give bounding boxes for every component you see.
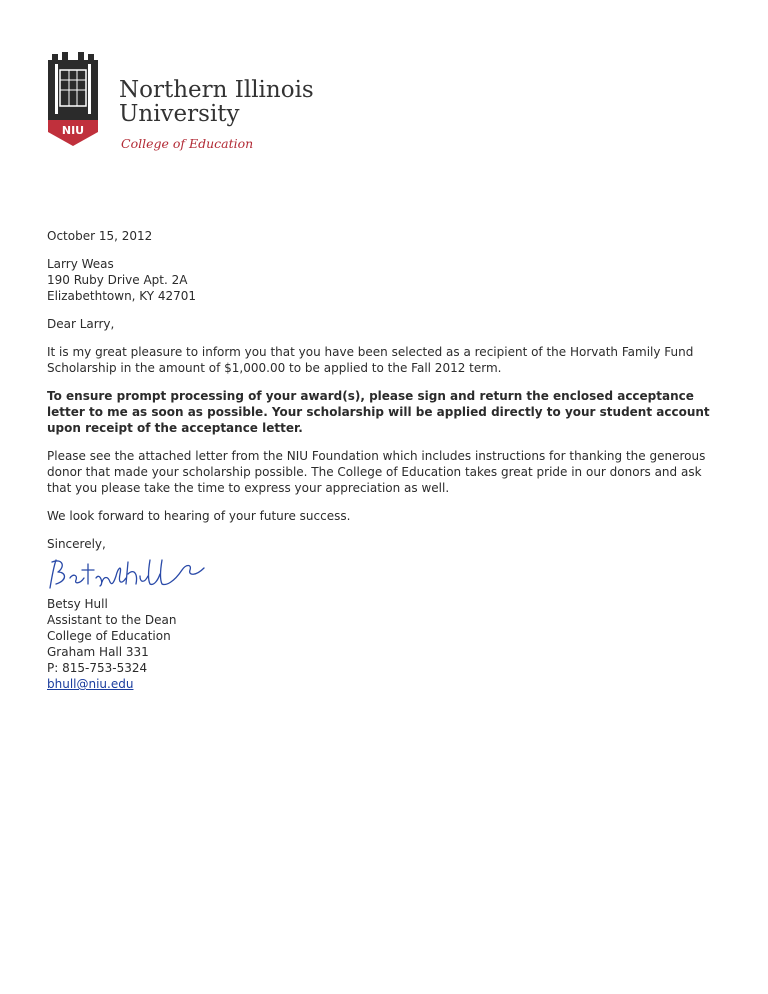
university-name-line1: Northern Illinois (119, 77, 314, 103)
handwritten-signature (44, 554, 214, 596)
paragraph-closing-remark: We look forward to hearing of your future success. (47, 509, 351, 523)
university-name (119, 78, 314, 126)
recipient-street: 190 Ruby Drive Apt. 2A (47, 273, 188, 287)
letter-date: October 15, 2012 (47, 229, 153, 243)
recipient-city: Elizabethtown, KY 42701 (47, 289, 197, 303)
sender-department: College of Education (47, 629, 171, 643)
salutation: Dear Larry, (47, 317, 115, 331)
closing: Sincerely, (47, 537, 106, 551)
seal-text: NIU (61, 124, 85, 137)
letterhead (46, 52, 366, 162)
letter-body (47, 228, 727, 692)
paragraph-instructions: To ensure prompt processing of your award(s), please sign and return the enclosed acceptance letter to me as soon as possible. Your scholarship will be applied directly to your student account upon receipt of the acceptance letter. (47, 389, 710, 435)
college-name: College of Education (121, 136, 254, 151)
recipient-name: Larry Weas (47, 257, 114, 271)
sender-title: Assistant to the Dean (47, 613, 177, 627)
recipient-address (47, 256, 727, 304)
sender-name: Betsy Hull (47, 597, 108, 611)
niu-seal-logo (46, 52, 100, 146)
sender-block (47, 596, 727, 692)
sender-phone: P: 815-753-5324 (47, 661, 148, 675)
sender-office: Graham Hall 331 (47, 645, 149, 659)
paragraph-award: It is my great pleasure to inform you that you have been selected as a recipient of the Horvath Family Fund Scholarship in the amount of $1,000.00 to be applied to the Fall 2012 term. (47, 345, 694, 375)
paragraph-foundation: Please see the attached letter from the NIU Foundation which includes instructions for thanking the generous donor that made your scholarship possible. The College of Education takes great pride in our donors and ask that you please take the time to express your appreciation as well. (47, 449, 706, 495)
sender-email-link[interactable]: bhull@niu.edu (47, 677, 134, 691)
university-name-line2: University (119, 101, 240, 127)
